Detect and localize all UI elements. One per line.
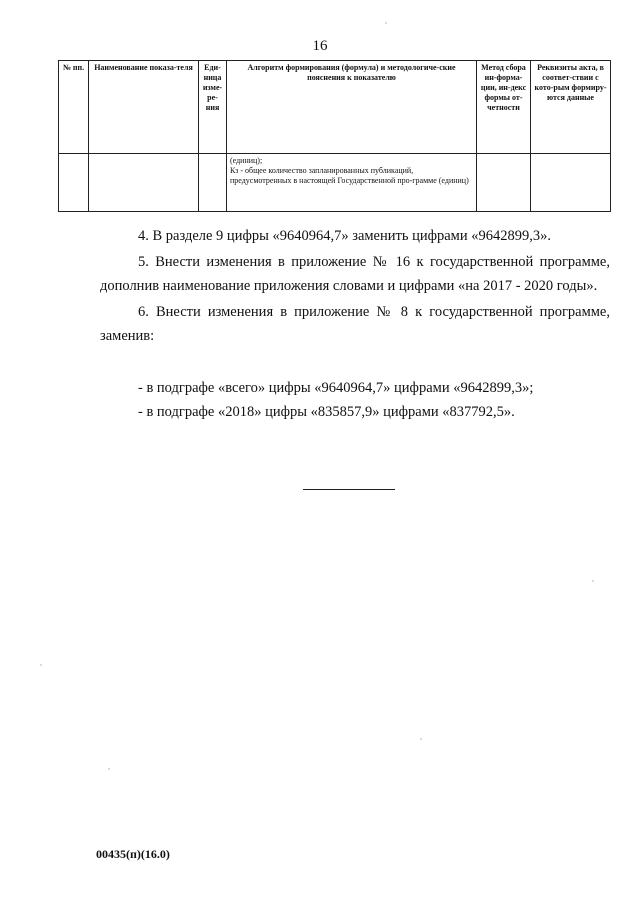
- scan-speck: [592, 580, 594, 582]
- algorithm-text: (единиц); Кз - общее количество запланированных публикаций, предусмотренных в настоящей Государственной про-грамме (единиц): [230, 156, 469, 185]
- table-header-row: [59, 61, 611, 154]
- cell-number: [59, 154, 89, 212]
- header-unit: Еди-ница изме-ре-ния: [199, 61, 227, 154]
- cell-method: [477, 154, 531, 212]
- separator-line: [303, 489, 395, 490]
- table-row: [59, 154, 611, 212]
- paragraph-5: 5. Внести изменения в приложение № 16 к государственной программе, дополнив наименование приложения словами и цифрами «на 2017 - 2020 годы».: [100, 254, 610, 294]
- scan-speck: [40, 664, 42, 666]
- cell-indicator-name: [89, 154, 199, 212]
- header-requisites: Реквизиты акта, в соответ-ствии с кото-рым формиру-ются данные: [531, 61, 611, 154]
- cell-algorithm: [227, 154, 477, 212]
- paragraph-6-line-2: - в подграфе «2018» цифры «835857,9» цифрами «837792,5».: [138, 404, 515, 420]
- indicator-table: [58, 60, 611, 212]
- paragraph-4: 4. В разделе 9 цифры «9640964,7» заменить цифрами «9642899,3».: [138, 228, 551, 244]
- scan-speck: [385, 22, 387, 24]
- main-text: [100, 224, 610, 348]
- header-algorithm: Алгоритм формирования (формула) и методологиче-ские пояснения к показателю: [227, 61, 477, 154]
- cell-unit: [199, 154, 227, 212]
- scan-speck: [420, 738, 422, 740]
- paragraph-6: 6. Внести изменения в приложение № 8 к государственной программе, заменив:: [100, 304, 610, 344]
- scan-speck: [108, 768, 110, 770]
- paragraph-6-line-1: - в подграфе «всего» цифры «9640964,7» цифрами «9642899,3»;: [138, 380, 534, 396]
- header-method: Метод сбора ин-форма-ции, ин-декс формы от-четности: [477, 61, 531, 154]
- cell-requisites: [531, 154, 611, 212]
- document-code: 00435(п)(16.0): [96, 847, 170, 861]
- header-number: № пп.: [59, 61, 89, 154]
- page-number: 16: [312, 38, 328, 54]
- header-indicator-name: Наименование показа-теля: [89, 61, 199, 154]
